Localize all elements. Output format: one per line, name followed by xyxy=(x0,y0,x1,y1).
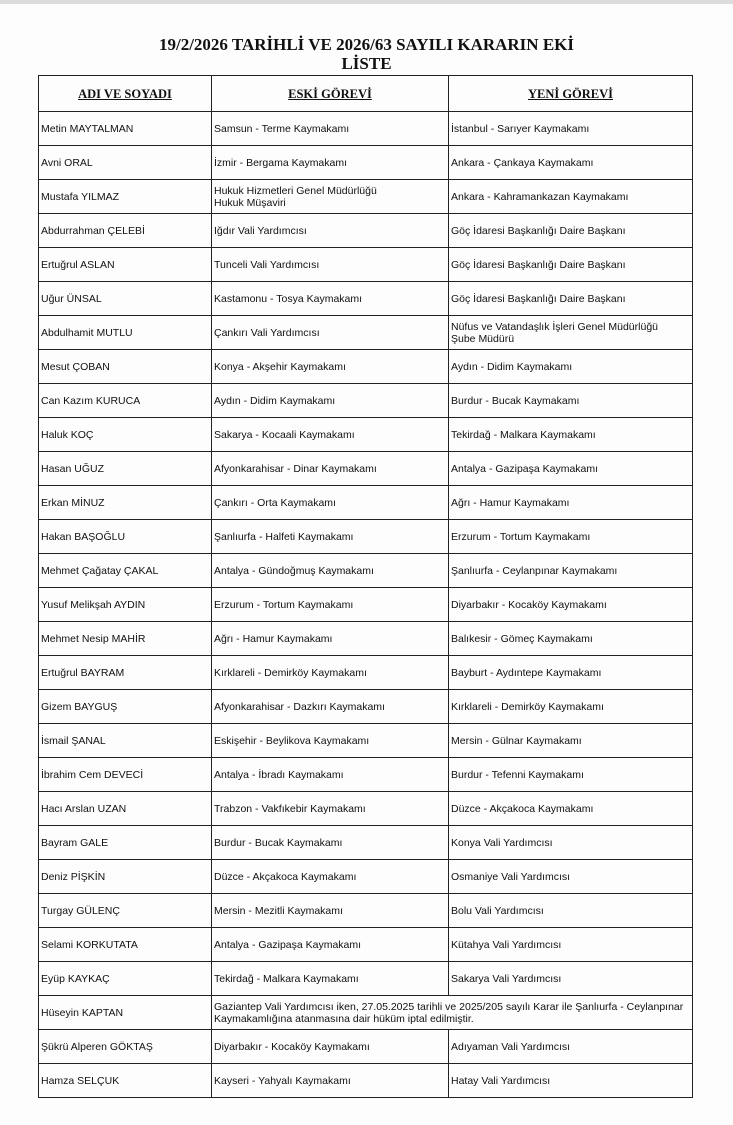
cell-old-position-line: Antalya - İbradı Kaymakamı xyxy=(214,768,344,781)
cell-name: Hakan BAŞOĞLU xyxy=(39,520,212,554)
cell-old-position xyxy=(212,452,449,486)
cell-old-position xyxy=(212,146,449,180)
cell-name: Avni ORAL xyxy=(39,146,212,180)
cell-new-position-line: Şanlıurfa - Ceylanpınar Kaymakamı xyxy=(451,564,618,577)
cell-old-position xyxy=(212,792,449,826)
table-row xyxy=(39,996,693,1030)
cell-name: Deniz PİŞKİN xyxy=(39,860,212,894)
cell-new-position-line: Bolu Vali Yardımcısı xyxy=(451,904,544,917)
cell-old-position-line: Diyarbakır - Kocaköy Kaymakamı xyxy=(214,1040,370,1053)
cell-new-position xyxy=(449,826,693,860)
cell-old-position xyxy=(212,690,449,724)
cell-new-position xyxy=(449,146,693,180)
cell-old-position xyxy=(212,316,449,350)
cell-old-position xyxy=(212,826,449,860)
table-row xyxy=(39,1030,693,1064)
top-bar xyxy=(0,0,733,4)
cell-old-position-line: Hukuk Müşaviri xyxy=(214,196,286,209)
cell-new-position-line: Ankara - Çankaya Kaymakamı xyxy=(451,156,594,169)
cell-name: Ertuğrul BAYRAM xyxy=(39,656,212,690)
cell-old-position-line: Çankırı - Orta Kaymakamı xyxy=(214,496,336,509)
cell-name: Mehmet Çağatay ÇAKAL xyxy=(39,554,212,588)
cell-new-position-line: Sakarya Vali Yardımcısı xyxy=(451,972,562,985)
cell-new-position-line: Konya Vali Yardımcısı xyxy=(451,836,553,849)
cell-new-position-line: Osmaniye Vali Yardımcısı xyxy=(451,870,571,883)
cell-new-position xyxy=(449,418,693,452)
cell-old-position-line: Hukuk Hizmetleri Genel Müdürlüğü xyxy=(214,184,377,197)
cell-old-position xyxy=(212,758,449,792)
cell-new-position xyxy=(449,350,693,384)
cell-name: Gizem BAYGUŞ xyxy=(39,690,212,724)
cell-note-line: Kaymakamlığına atanmasına dair hüküm iptal edilmiştir. xyxy=(214,1012,474,1025)
table-row xyxy=(39,316,693,350)
cell-new-position-line: Ankara - Kahramankazan Kaymakamı xyxy=(451,190,629,203)
cell-name: Abdurrahman ÇELEBİ xyxy=(39,214,212,248)
cell-new-position xyxy=(449,894,693,928)
table-row xyxy=(39,180,693,214)
cell-new-position-line: Tekirdağ - Malkara Kaymakamı xyxy=(451,428,596,441)
cell-new-position xyxy=(449,962,693,996)
cell-old-position-line: Aydın - Didim Kaymakamı xyxy=(214,394,336,407)
cell-old-position xyxy=(212,248,449,282)
cell-new-position-line: Adıyaman Vali Yardımcısı xyxy=(451,1040,571,1053)
cell-old-position-line: Düzce - Akçakoca Kaymakamı xyxy=(214,870,357,883)
cell-old-position-line: Şanlıurfa - Halfeti Kaymakamı xyxy=(214,530,354,543)
cell-old-position xyxy=(212,860,449,894)
cell-new-position-line: Nüfus ve Vatandaşlık İşleri Genel Müdürlüğü xyxy=(451,320,658,333)
cell-old-position-line: Burdur - Bucak Kaymakamı xyxy=(214,836,343,849)
header-row xyxy=(39,76,693,112)
cell-note xyxy=(212,996,693,1030)
cell-name: Hamza SELÇUK xyxy=(39,1064,212,1098)
cell-old-position-line: Tekirdağ - Malkara Kaymakamı xyxy=(214,972,359,985)
cell-old-position xyxy=(212,724,449,758)
cell-old-position xyxy=(212,1064,449,1098)
cell-new-position xyxy=(449,214,693,248)
cell-name: Eyüp KAYKAÇ xyxy=(39,962,212,996)
cell-old-position xyxy=(212,418,449,452)
cell-name: İbrahim Cem DEVECİ xyxy=(39,758,212,792)
cell-note-line: Gaziantep Vali Yardımcısı iken, 27.05.2025 tarihli ve 2025/205 sayılı Karar ile Şanlıurfa - Ceylanpınar xyxy=(214,1000,684,1013)
cell-old-position xyxy=(212,1030,449,1064)
cell-new-position-line: Diyarbakır - Kocaköy Kaymakamı xyxy=(451,598,607,611)
cell-name: Ertuğrul ASLAN xyxy=(39,248,212,282)
table-row xyxy=(39,554,693,588)
cell-old-position-line: Çankırı Vali Yardımcısı xyxy=(214,326,320,339)
table-row xyxy=(39,384,693,418)
cell-name: Mustafa YILMAZ xyxy=(39,180,212,214)
cell-new-position-line: Göç İdaresi Başkanlığı Daire Başkanı xyxy=(451,292,626,305)
table-row xyxy=(39,588,693,622)
cell-old-position xyxy=(212,554,449,588)
cell-name: Uğur ÜNSAL xyxy=(39,282,212,316)
header-old-position: ESKİ GÖREVİ xyxy=(212,76,449,112)
table-row xyxy=(39,656,693,690)
table-body xyxy=(39,112,693,1098)
cell-name: Turgay GÜLENÇ xyxy=(39,894,212,928)
cell-new-position xyxy=(449,758,693,792)
cell-new-position-line: Göç İdaresi Başkanlığı Daire Başkanı xyxy=(451,224,626,237)
table-row xyxy=(39,350,693,384)
header-name: ADI VE SOYADI xyxy=(39,76,212,112)
cell-new-position xyxy=(449,1030,693,1064)
cell-old-position xyxy=(212,282,449,316)
cell-new-position-line: Antalya - Gazipaşa Kaymakamı xyxy=(451,462,599,475)
cell-old-position-line: Antalya - Gazipaşa Kaymakamı xyxy=(214,938,362,951)
cell-old-position xyxy=(212,112,449,146)
cell-old-position-line: Ağrı - Hamur Kaymakamı xyxy=(214,632,333,645)
table-row xyxy=(39,758,693,792)
cell-new-position xyxy=(449,248,693,282)
cell-old-position xyxy=(212,894,449,928)
cell-old-position-line: İzmir - Bergama Kaymakamı xyxy=(214,156,348,169)
table-row xyxy=(39,248,693,282)
cell-name: Yusuf Melikşah AYDIN xyxy=(39,588,212,622)
table-row xyxy=(39,146,693,180)
cell-old-position xyxy=(212,214,449,248)
cell-new-position xyxy=(449,656,693,690)
table-row xyxy=(39,214,693,248)
cell-new-position xyxy=(449,520,693,554)
cell-new-position-line: Göç İdaresi Başkanlığı Daire Başkanı xyxy=(451,258,626,271)
cell-new-position-line: Ağrı - Hamur Kaymakamı xyxy=(451,496,570,509)
table-row xyxy=(39,928,693,962)
cell-old-position-line: Sakarya - Kocaali Kaymakamı xyxy=(214,428,355,441)
table-row xyxy=(39,690,693,724)
cell-new-position xyxy=(449,112,693,146)
cell-old-position-line: Erzurum - Tortum Kaymakamı xyxy=(214,598,354,611)
cell-old-position-line: Trabzon - Vakfıkebir Kaymakamı xyxy=(214,802,366,815)
cell-new-position-line: Şube Müdürü xyxy=(451,332,515,345)
table-row xyxy=(39,826,693,860)
cell-name: Hüseyin KAPTAN xyxy=(39,996,212,1030)
cell-old-position-line: Afyonkarahisar - Dazkırı Kaymakamı xyxy=(214,700,385,713)
table-row xyxy=(39,452,693,486)
header-new-position: YENİ GÖREVİ xyxy=(449,76,693,112)
cell-old-position-line: Konya - Akşehir Kaymakamı xyxy=(214,360,346,373)
cell-name: İsmail ŞANAL xyxy=(39,724,212,758)
cell-name: Şükrü Alperen GÖKTAŞ xyxy=(39,1030,212,1064)
cell-new-position xyxy=(449,690,693,724)
cell-old-position-line: Tunceli Vali Yardımcısı xyxy=(214,258,320,271)
cell-name: Hasan UĞUZ xyxy=(39,452,212,486)
cell-name: Mehmet Nesip MAHİR xyxy=(39,622,212,656)
table-row xyxy=(39,486,693,520)
cell-new-position xyxy=(449,860,693,894)
appointment-table xyxy=(38,75,693,1098)
cell-new-position xyxy=(449,588,693,622)
cell-old-position xyxy=(212,928,449,962)
cell-old-position xyxy=(212,384,449,418)
cell-old-position-line: Eskişehir - Beylikova Kaymakamı xyxy=(214,734,370,747)
cell-old-position xyxy=(212,962,449,996)
cell-name: Mesut ÇOBAN xyxy=(39,350,212,384)
cell-old-position-line: Samsun - Terme Kaymakamı xyxy=(214,122,350,135)
table-row xyxy=(39,282,693,316)
cell-new-position-line: Kütahya Vali Yardımcısı xyxy=(451,938,562,951)
table-row xyxy=(39,418,693,452)
cell-name: Metin MAYTALMAN xyxy=(39,112,212,146)
cell-name: Haluk KOÇ xyxy=(39,418,212,452)
cell-new-position-line: Burdur - Bucak Kaymakamı xyxy=(451,394,580,407)
cell-old-position-line: Antalya - Gündoğmuş Kaymakamı xyxy=(214,564,374,577)
cell-new-position xyxy=(449,622,693,656)
cell-old-position-line: Mersin - Mezitli Kaymakamı xyxy=(214,904,343,917)
cell-old-position xyxy=(212,656,449,690)
cell-new-position-line: Aydın - Didim Kaymakamı xyxy=(451,360,573,373)
cell-name: Erkan MİNUZ xyxy=(39,486,212,520)
cell-old-position xyxy=(212,180,449,214)
cell-name: Bayram GALE xyxy=(39,826,212,860)
cell-new-position-line: Erzurum - Tortum Kaymakamı xyxy=(451,530,591,543)
cell-new-position xyxy=(449,486,693,520)
cell-new-position xyxy=(449,554,693,588)
cell-new-position-line: Burdur - Tefenni Kaymakamı xyxy=(451,768,584,781)
cell-name: Selami KORKUTATA xyxy=(39,928,212,962)
cell-old-position-line: Kastamonu - Tosya Kaymakamı xyxy=(214,292,363,305)
cell-new-position-line: Bayburt - Aydıntepe Kaymakamı xyxy=(451,666,602,679)
table-row xyxy=(39,894,693,928)
cell-name: Abdulhamit MUTLU xyxy=(39,316,212,350)
cell-old-position-line: Afyonkarahisar - Dinar Kaymakamı xyxy=(214,462,377,475)
cell-old-position-line: Kırklareli - Demirköy Kaymakamı xyxy=(214,666,367,679)
cell-new-position-line: İstanbul - Sarıyer Kaymakamı xyxy=(451,122,590,135)
cell-new-position-line: Balıkesir - Gömeç Kaymakamı xyxy=(451,632,593,645)
cell-new-position xyxy=(449,792,693,826)
cell-old-position xyxy=(212,350,449,384)
table-row xyxy=(39,792,693,826)
table-row xyxy=(39,1064,693,1098)
cell-new-position xyxy=(449,180,693,214)
cell-name: Hacı Arslan UZAN xyxy=(39,792,212,826)
table-row xyxy=(39,962,693,996)
cell-new-position-line: Kırklareli - Demirköy Kaymakamı xyxy=(451,700,604,713)
table-row xyxy=(39,622,693,656)
cell-old-position xyxy=(212,622,449,656)
cell-old-position-line: Kayseri - Yahyalı Kaymakamı xyxy=(214,1074,351,1087)
document-title: 19/2/2026 TARİHLİ VE 2026/63 SAYILI KARARIN EKİ xyxy=(158,35,574,54)
document-subtitle: LİSTE xyxy=(341,54,392,73)
cell-new-position xyxy=(449,724,693,758)
cell-new-position-line: Düzce - Akçakoca Kaymakamı xyxy=(451,802,594,815)
cell-new-position xyxy=(449,928,693,962)
cell-old-position xyxy=(212,520,449,554)
cell-old-position-line: Iğdır Vali Yardımcısı xyxy=(214,224,307,237)
cell-new-position-line: Mersin - Gülnar Kaymakamı xyxy=(451,734,582,747)
cell-new-position xyxy=(449,316,693,350)
cell-new-position xyxy=(449,282,693,316)
cell-old-position xyxy=(212,588,449,622)
table-row xyxy=(39,724,693,758)
table-row xyxy=(39,520,693,554)
cell-new-position xyxy=(449,1064,693,1098)
cell-old-position xyxy=(212,486,449,520)
cell-new-position-line: Hatay Vali Yardımcısı xyxy=(451,1074,551,1087)
table-row xyxy=(39,860,693,894)
cell-new-position xyxy=(449,452,693,486)
cell-new-position xyxy=(449,384,693,418)
table-row xyxy=(39,112,693,146)
cell-name: Can Kazım KURUCA xyxy=(39,384,212,418)
